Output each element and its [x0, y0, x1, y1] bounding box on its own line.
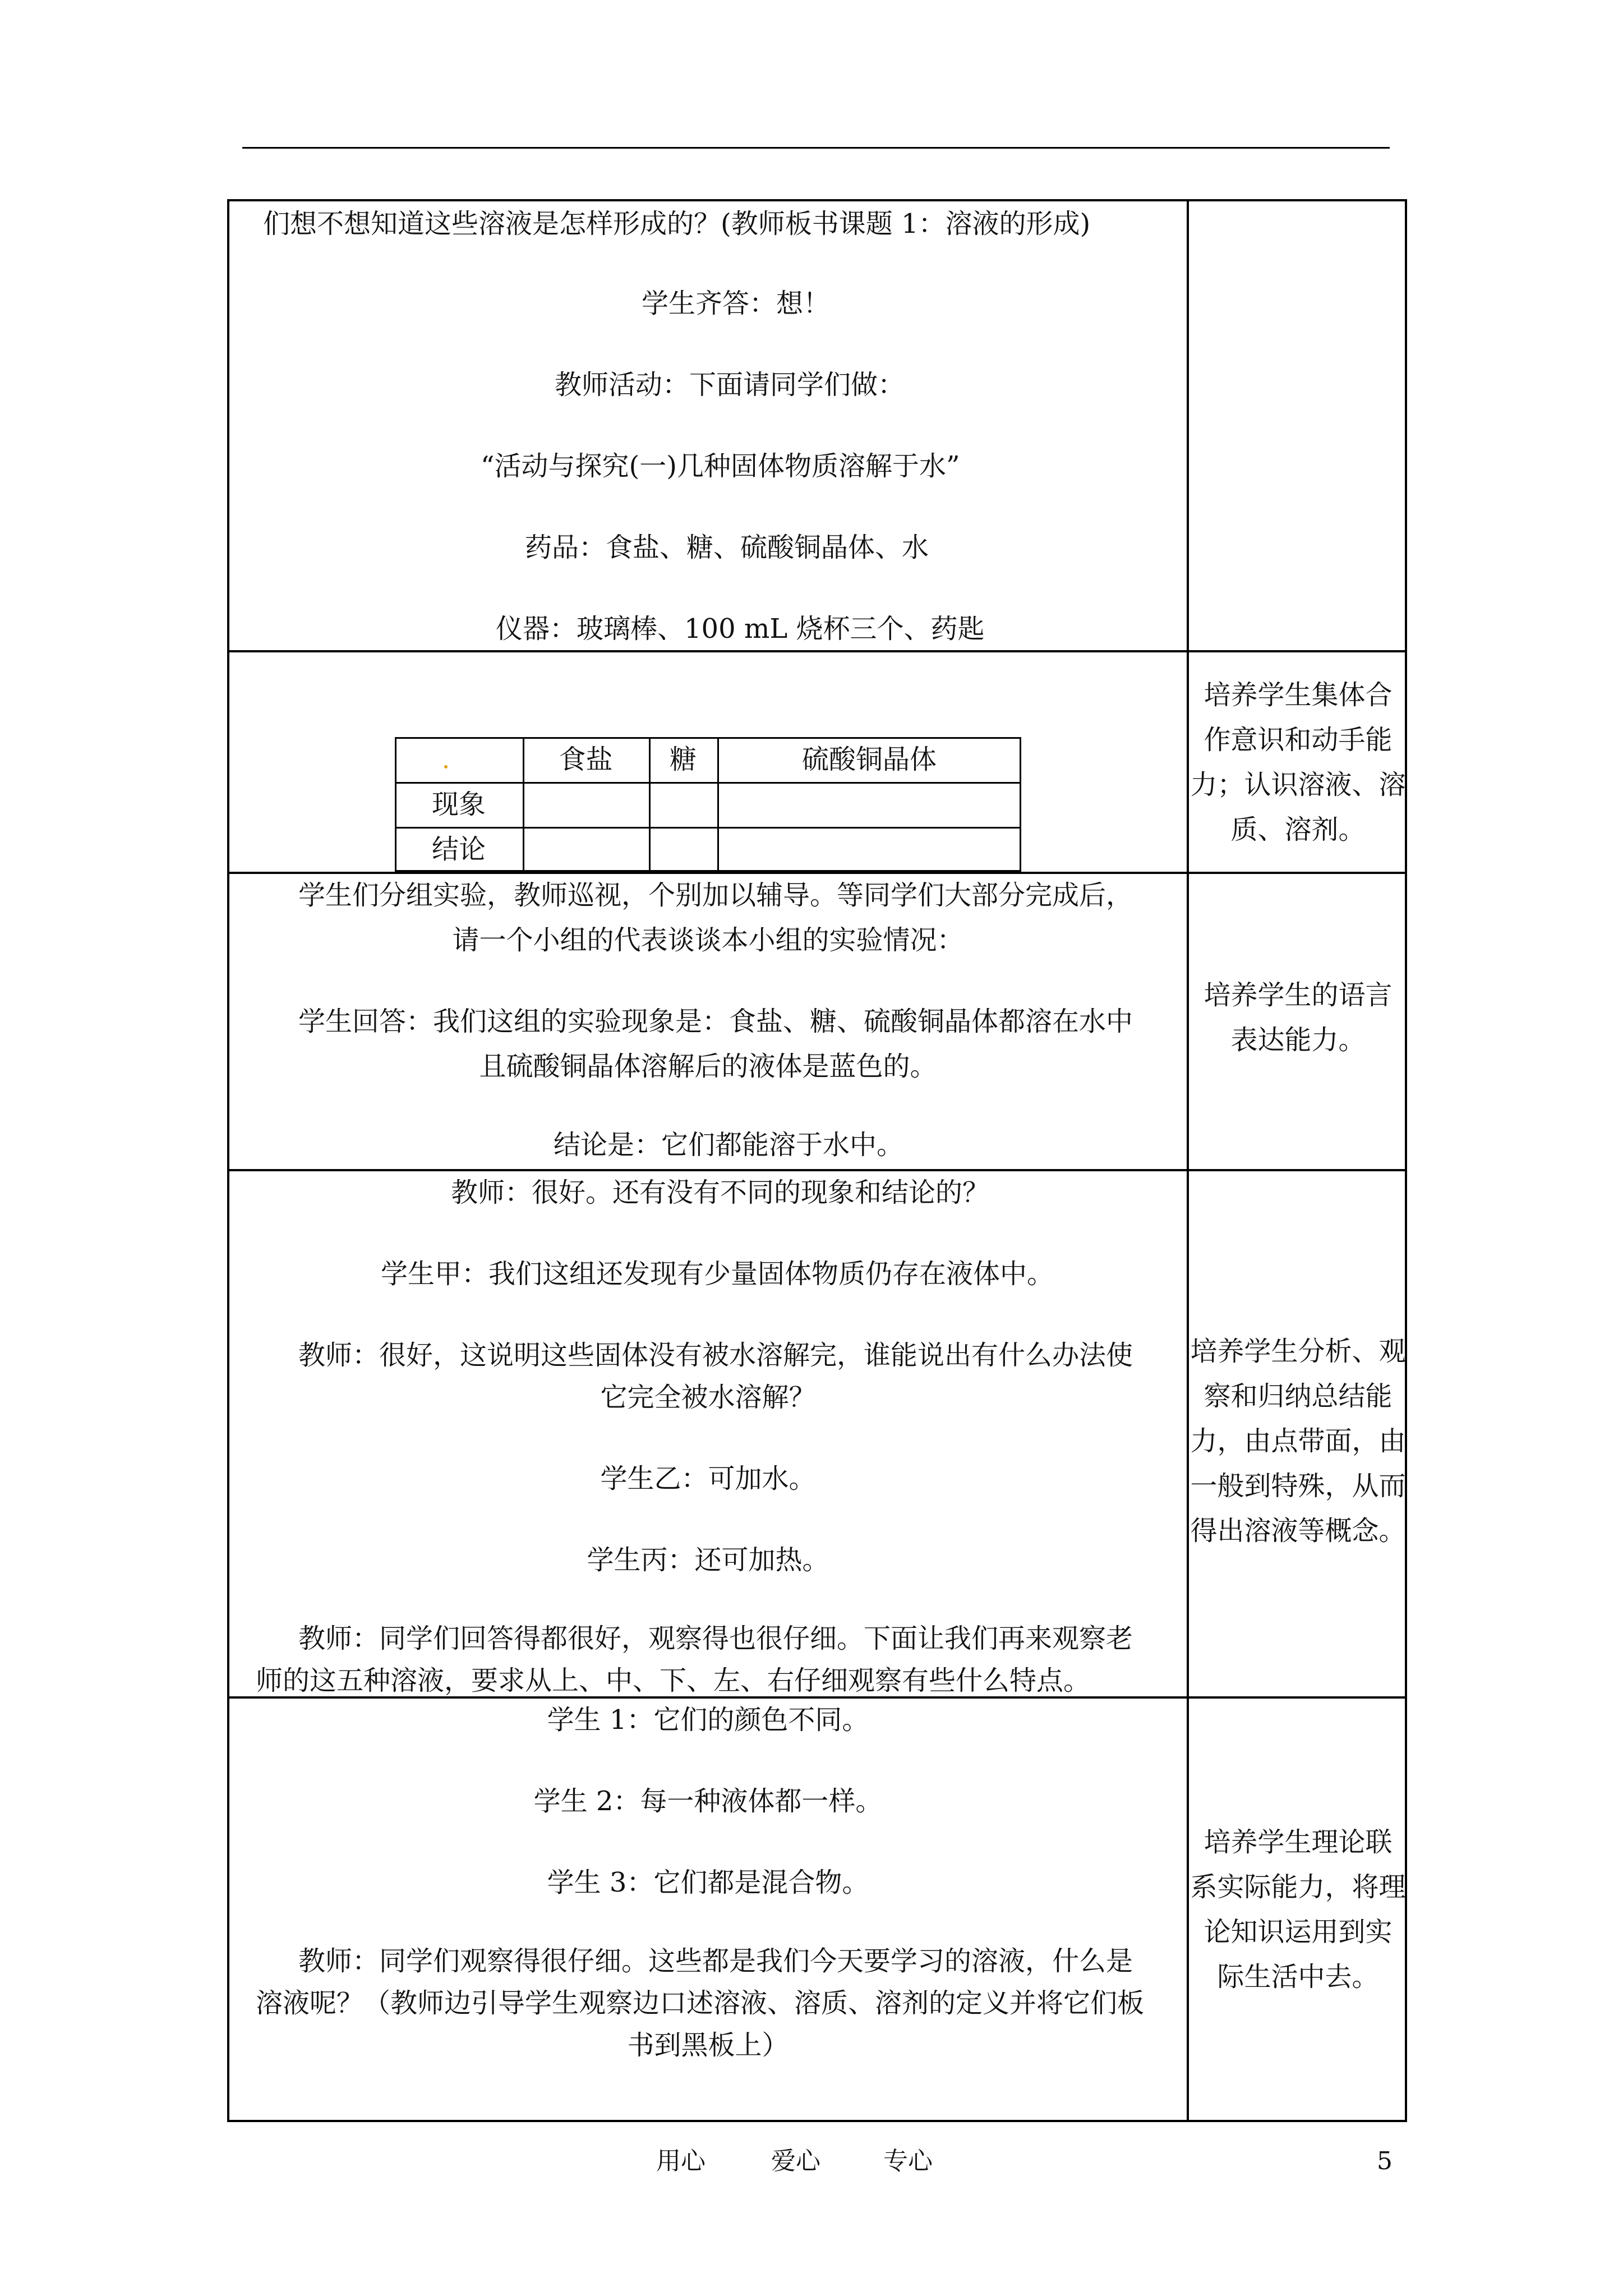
- note-line: 察和归纳总结能: [1204, 1381, 1393, 1412]
- row1-line: “活动与探究(一)几种固体物质溶解于水”: [481, 450, 960, 482]
- experiment-header-salt: 食盐: [559, 744, 613, 775]
- footer-motto-1: 用心: [656, 2147, 706, 2175]
- row4-line: 它完全被水溶解？: [600, 1382, 816, 1413]
- note-line: 表达能力。: [1230, 1024, 1366, 1056]
- note-line: 论知识运用到实: [1204, 1916, 1393, 1948]
- note-line: 际生活中去。: [1217, 1961, 1379, 1993]
- column-divider: [1187, 201, 1189, 2120]
- row4-line: 教师：同学们回答得都很好，观察得也很仔细。下面让我们再来观察老: [298, 1623, 1133, 1654]
- row2-note: [1189, 673, 1407, 852]
- row4-line: 学生甲：我们这组还发现有少量固体物质仍存在液体中。: [381, 1258, 1054, 1290]
- row1-line: 们想不想知道这些溶液是怎样形成的？(教师板书课题 1：溶液的形成): [263, 208, 1091, 240]
- row3-line: 学生们分组实验，教师巡视，个别加以辅导。等同学们大部分完成后，: [298, 880, 1133, 911]
- row4-line: 教师：很好。还有没有不同的现象和结论的？: [451, 1177, 990, 1208]
- experiment-row-label-conclusion: 结论: [431, 834, 486, 865]
- row4-line: 学生丙：还可加热。: [587, 1544, 829, 1576]
- row5-line: 学生 1：它们的颜色不同。: [547, 1704, 869, 1736]
- note-line: 作意识和动手能: [1204, 724, 1393, 756]
- note-line: 培养学生集体合: [1204, 679, 1393, 711]
- page-number: 5: [1377, 2147, 1393, 2175]
- note-line: 力；认识溶液、溶: [1190, 769, 1406, 800]
- note-line: 培养学生的语言: [1204, 979, 1393, 1011]
- row1-line: 药品：食盐、糖、硫酸铜晶体、水: [525, 532, 929, 563]
- row-divider-2: [229, 872, 1405, 874]
- row4-line: 教师：很好，这说明这些固体没有被水溶解完，谁能说出有什么办法使: [298, 1340, 1133, 1371]
- note-line: 培养学生分析、观: [1190, 1336, 1406, 1367]
- row4-note: [1189, 1329, 1407, 1553]
- row3-line: 请一个小组的代表谈谈本小组的实验情况：: [452, 924, 964, 956]
- row5-line: 溶液呢？（教师边引导学生观察边口述溶液、溶质、溶剂的定义并将它们板: [256, 1987, 1145, 2019]
- row3-line: 学生回答：我们这组的实验现象是：食盐、糖、硫酸铜晶体都溶在水中: [298, 1006, 1133, 1037]
- note-line: 一般到特殊，从而: [1190, 1470, 1406, 1502]
- row5-line: 教师：同学们观察得很仔细。这些都是我们今天要学习的溶液，什么是: [298, 1945, 1133, 1977]
- row5-line: 书到黑板上）: [627, 2030, 789, 2061]
- lesson-plan-table: [227, 199, 1407, 2122]
- row1-line: 教师活动：下面请同学们做：: [555, 369, 905, 401]
- row5-note: [1189, 1820, 1407, 1999]
- note-line: 质、溶剂。: [1230, 814, 1366, 845]
- header-rule: [242, 147, 1390, 149]
- row4-line: 师的这五种溶液，要求从上、中、下、左、右仔细观察有些什么特点。: [256, 1665, 1091, 1696]
- row-divider-1: [229, 650, 1405, 652]
- note-line: 培养学生理论联: [1204, 1826, 1393, 1858]
- row1-line: 仪器：玻璃棒、100 mL 烧杯三个、药匙: [496, 613, 985, 645]
- row5-line: 学生 2：每一种液体都一样。: [533, 1786, 883, 1817]
- footer-motto-3: 专心: [883, 2147, 933, 2175]
- row-divider-3: [229, 1169, 1405, 1171]
- experiment-header-copper-sulfate: 硫酸铜晶体: [801, 744, 937, 775]
- note-line: 系实际能力，将理: [1190, 1871, 1406, 1903]
- row3-note: [1189, 973, 1407, 1062]
- row1-line: 学生齐答：想！: [642, 288, 831, 319]
- row4-line: 学生乙：可加水。: [600, 1463, 816, 1494]
- row5-line: 学生 3：它们都是混合物。: [547, 1867, 869, 1898]
- marker-dot: [444, 765, 448, 769]
- row3-line: 且硫酸铜晶体溶解后的液体是蓝色的。: [479, 1051, 937, 1082]
- note-line: 得出溶液等概念。: [1190, 1515, 1406, 1547]
- experiment-header-sugar: 糖: [669, 744, 697, 775]
- note-line: 力，由点带面，由: [1190, 1425, 1406, 1457]
- footer-motto-2: 爱心: [771, 2147, 820, 2175]
- experiment-row-label-phenomenon: 现象: [431, 789, 486, 820]
- row3-line: 结论是：它们都能溶于水中。: [554, 1129, 904, 1161]
- experiment-table: [395, 737, 1021, 872]
